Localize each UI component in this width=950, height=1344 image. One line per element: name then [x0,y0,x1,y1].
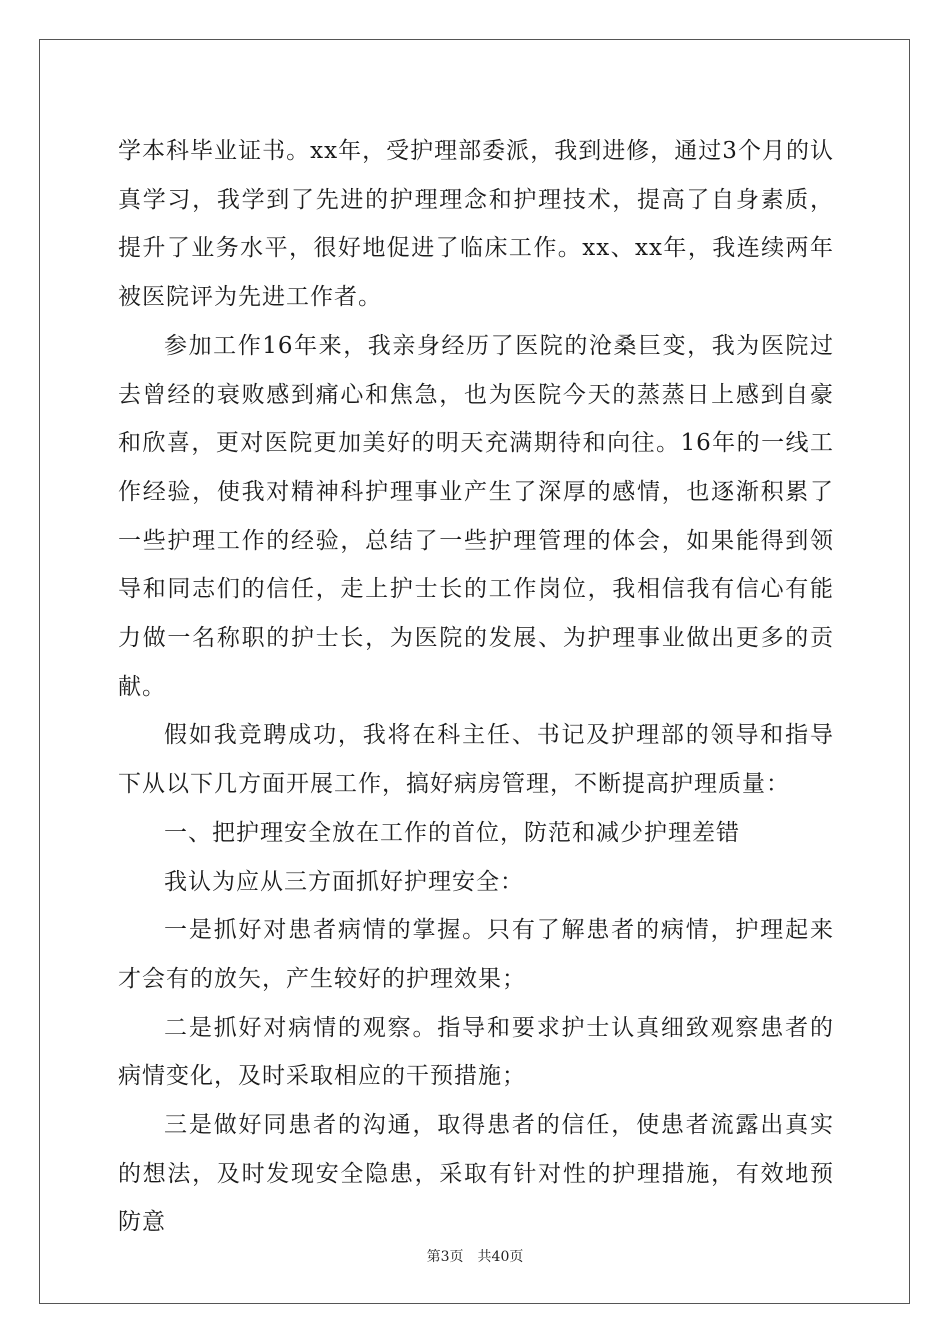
paragraph-5: 我认为应从三方面抓好护理安全： [164,868,524,895]
paragraph-4: 一、把护理安全放在工作的首位，防范和减少护理差错 [164,819,740,846]
paragraph-7: 二是抓好对病情的观察。指导和要求护士认真细致观察患者的病情变化，及时采取相应的干预措施； [118,1014,834,1090]
paragraph-2: 参加工作16年来，我亲身经历了医院的沧桑巨变，我为医院过去曾经的衰败感到痛心和焦急，也为医院今天的蒸蒸日上感到自豪和欣喜，更对医院更加美好的明天充满期待和向往。16年的一线工作经验，使我对精神科护理事业产生了深厚的感情，也逐渐积累了一些护理工作的经验，总结了一些护理管理的体会，如果能得到领导和同志们的信任，走上护士长的工作岗位，我相信我有信心有能力做一名称职的护士长，为医院的发展、为护理事业做出更多的贡献。 [118,332,834,700]
paragraph-6: 一是抓好对患者病情的掌握。只有了解患者的病情，护理起来才会有的放矢，产生较好的护理效果； [118,917,834,992]
page-total: 共40页 [477,1249,524,1265]
paragraph-3: 假如我竞聘成功，我将在科主任、书记及护理部的领导和指导下从以下几方面开展工作，搞好病房管理，不断提高护理质量： [118,722,834,798]
document-body [118,127,834,1247]
paragraph-1: 学本科毕业证书。xx年，受护理部委派，我到进修，通过3个月的认真学习，我学到了先进的护理理念和护理技术，提高了自身素质，提升了业务水平，很好地促进了临床工作。xx、xx年，我连续两年被医院评为先进工作者。 [118,138,834,311]
page-number: 第3页 [426,1249,464,1265]
paragraph-8: 三是做好同患者的沟通，取得患者的信任，使患者流露出真实的想法，及时发现安全隐患，采取有针对性的护理措施，有效地预防意 [118,1112,834,1236]
page-footer [0,1246,950,1266]
